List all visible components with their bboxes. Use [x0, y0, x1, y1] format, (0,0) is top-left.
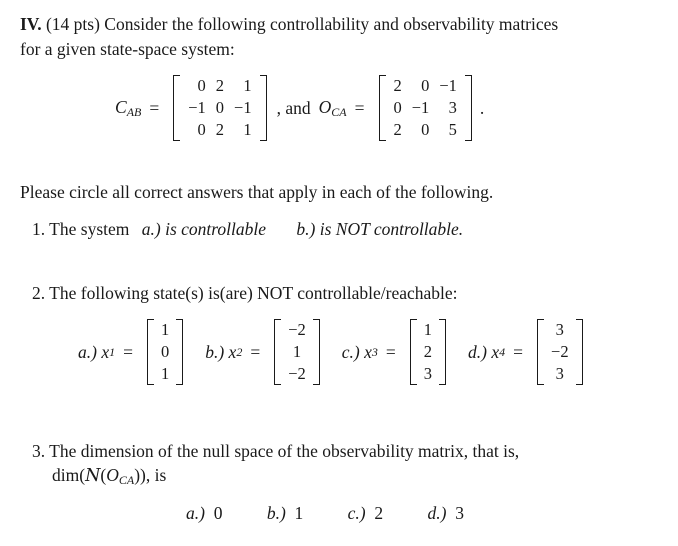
cab-label: $C_{AB}$ — [115, 96, 142, 119]
problem-header — [20, 14, 558, 35]
q2-option-a[interactable]: a.) x 1 = 1 0 1 — [78, 319, 189, 385]
oca-label: $O_{CA}$ — [318, 96, 347, 119]
and-text: , and — [276, 97, 311, 118]
q3-option-d[interactable]: d.) 3 — [427, 503, 464, 523]
q3-option-c[interactable]: c.) 2 — [347, 503, 384, 523]
q2-option-d[interactable]: d.) x 4 = 3 −2 3 — [468, 319, 589, 385]
problem-statement-line1: Consider the following controllability and observability matrices — [104, 14, 559, 34]
q2-option-b[interactable]: b.) x 2 = −2 1 −2 — [205, 319, 326, 385]
equals-sign: = — [149, 97, 160, 118]
problem-statement-line2: for a given state-space system: — [20, 39, 235, 59]
instruction-text: Please circle all correct answers that apply in each of the following. — [20, 182, 494, 202]
observability-matrix: 2 0 −1 0 −1 3 2 0 5 — [379, 75, 472, 141]
q1-option-b[interactable]: b.) is NOT controllable. — [296, 219, 464, 239]
question-2-text: 2. The following state(s) is(are) NOT controllable/reachable: — [32, 283, 458, 303]
q2-option-c[interactable]: c.) x 3 = 1 2 3 — [342, 319, 452, 385]
period: . — [479, 97, 485, 118]
equals-sign: = — [354, 97, 365, 118]
question-1 — [32, 219, 463, 240]
question-1-text: 1. The system — [32, 219, 130, 239]
q3-option-a[interactable]: a.) 0 — [186, 503, 223, 523]
matrix-equation — [115, 75, 484, 141]
problem-number: IV. — [20, 14, 42, 34]
question-3-line2: $dim(N(O_{CA}))$, is — [52, 465, 167, 487]
q2-options — [78, 319, 589, 385]
q1-option-a[interactable]: a.) is controllable — [141, 219, 267, 239]
question-3-line1: 3. The dimension of the null space of the observability matrix, that is, — [32, 441, 520, 461]
q3-option-b[interactable]: b.) 1 — [266, 503, 304, 523]
q3-options — [186, 503, 464, 524]
controllability-matrix: 0 2 1 −1 0 −1 0 2 1 — [173, 75, 266, 141]
problem-points: (14 pts) — [45, 14, 100, 34]
